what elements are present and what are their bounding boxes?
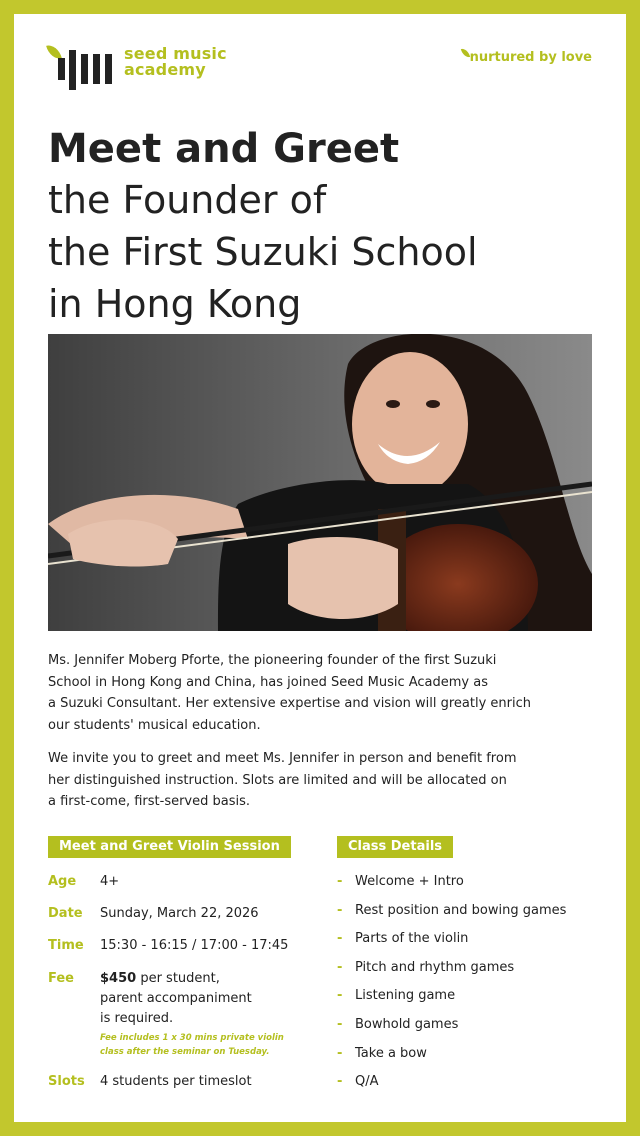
flyer-card bbox=[14, 14, 626, 1122]
session-heading: Meet and Greet Violin Session bbox=[48, 836, 291, 858]
intro-paragraph-1: Ms. Jennifer Moberg Pforte, the pioneering founder of the first Suzuki School in Hong Kong and China, has joined Seed Music Academy as a Suzuki Consultant. Her extensive expertise and vision will greatly enrich our students' musical education. bbox=[48, 653, 532, 733]
time-label: Time bbox=[48, 938, 84, 953]
time-value: 15:30 - 16:15 / 17:00 - 17:45 bbox=[100, 938, 289, 953]
tagline bbox=[462, 50, 592, 65]
tagline-text: nurtured by love bbox=[469, 50, 592, 65]
fee-line-2: parent accompaniment bbox=[100, 991, 252, 1006]
age-label: Age bbox=[48, 874, 77, 889]
title-line-2: the First Suzuki School bbox=[48, 230, 478, 274]
slots-label: Slots bbox=[48, 1074, 85, 1089]
fee-note: Fee includes 1 x 30 mins private violin class after the seminar on Tuesday. bbox=[100, 1033, 284, 1057]
academy-logo bbox=[48, 44, 227, 90]
title-line-3: in Hong Kong bbox=[48, 282, 302, 326]
violinist-photo bbox=[48, 334, 592, 631]
class-details-heading: Class Details bbox=[337, 836, 453, 858]
fee-amount: $450 bbox=[100, 971, 137, 986]
title-line-1: the Founder of bbox=[48, 178, 327, 222]
piano-keys-logo-icon bbox=[48, 44, 112, 90]
date-value: Sunday, March 22, 2026 bbox=[100, 906, 259, 921]
list-item: - Rest position and bowing games bbox=[337, 902, 567, 918]
page-title bbox=[48, 124, 608, 330]
list-item: - Bowhold games bbox=[337, 1016, 459, 1032]
intro-paragraph-2: We invite you to greet and meet Ms. Jennifer in person and benefit from her distinguished instruction. Slots are limited and will be allocated on a first-come, first-served basis. bbox=[48, 751, 517, 809]
list-item: - Take a bow bbox=[337, 1045, 427, 1061]
list-item: - Pitch and rhythm games bbox=[337, 959, 515, 975]
slots-value: 4 students per timeslot bbox=[100, 1074, 252, 1089]
list-item: - Parts of the violin bbox=[337, 931, 469, 947]
fee-label: Fee bbox=[48, 971, 74, 986]
title-bold: Meet and Greet bbox=[48, 126, 400, 172]
logo-text-line2: academy bbox=[124, 60, 206, 79]
age-value: 4+ bbox=[100, 874, 120, 889]
class-details-list bbox=[337, 872, 566, 1101]
date-label: Date bbox=[48, 906, 83, 921]
leaf-icon bbox=[460, 47, 469, 58]
logo-text-line1: seed music bbox=[124, 44, 227, 63]
fee-per-student: per student, bbox=[136, 971, 220, 986]
list-item: - Q/A bbox=[337, 1074, 379, 1090]
fee-line-3: is required. bbox=[100, 1011, 174, 1026]
list-item: - Listening game bbox=[337, 988, 456, 1004]
list-item: - Welcome + Intro bbox=[337, 874, 464, 889]
